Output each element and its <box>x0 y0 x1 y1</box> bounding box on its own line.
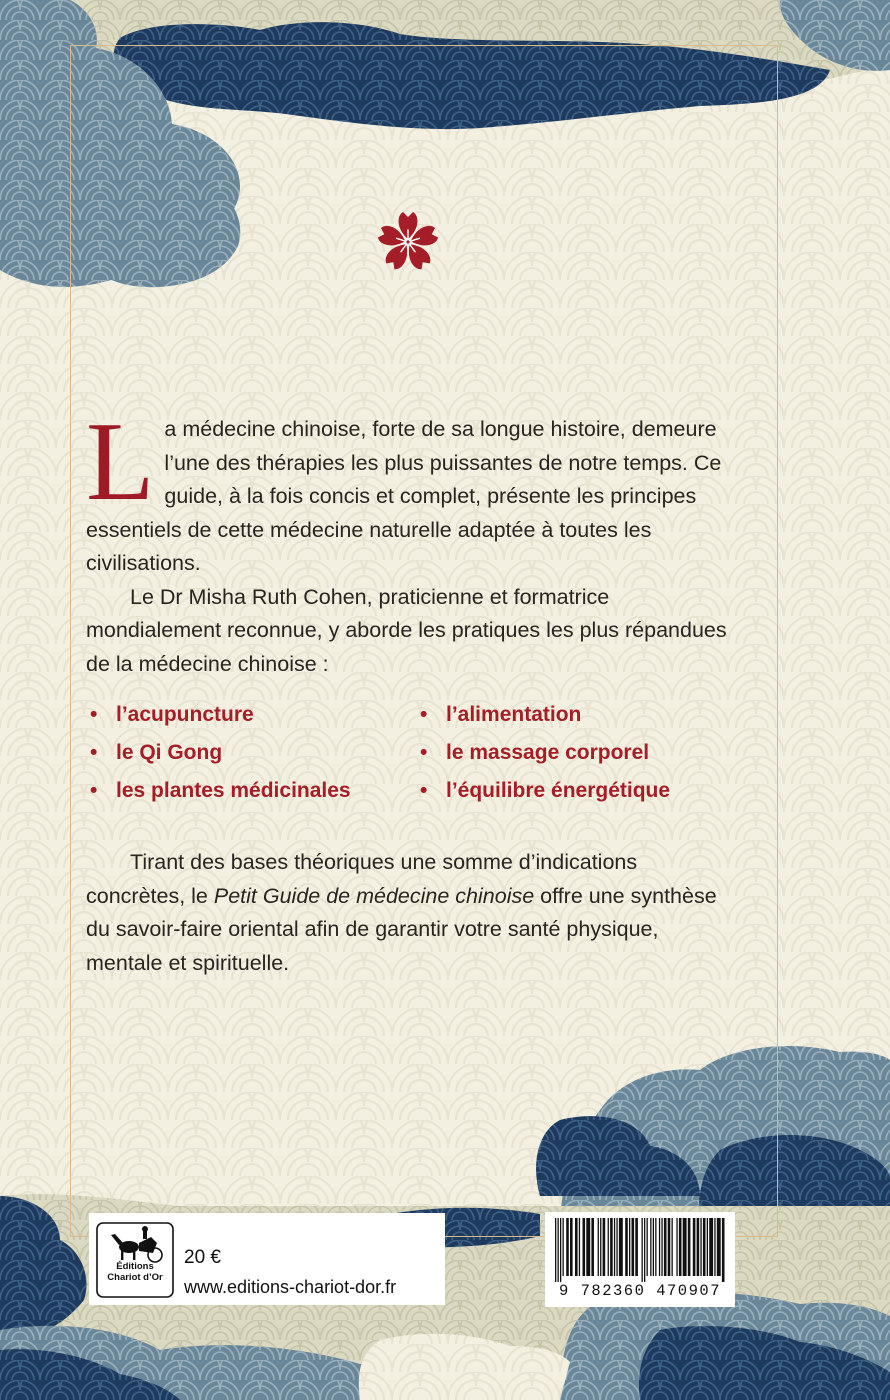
barcode-bar <box>629 1218 630 1276</box>
bullet-icon: • <box>420 703 428 726</box>
barcode-bar <box>672 1218 673 1276</box>
barcode-bar <box>683 1218 687 1276</box>
publisher-logo-text <box>97 1261 173 1283</box>
barcode-bar <box>722 1218 725 1282</box>
bullet-icon: • <box>90 703 98 726</box>
barcode-bar <box>679 1218 682 1276</box>
barcode-bar <box>583 1218 586 1276</box>
barcode-bar <box>632 1218 635 1276</box>
barcode-box <box>545 1212 735 1307</box>
closing-text <box>86 846 736 980</box>
practice-label: l’équilibre énergétique <box>446 779 671 802</box>
barcode-bar <box>650 1218 651 1276</box>
drop-cap: L <box>86 400 155 524</box>
barcode-bar <box>709 1218 713 1276</box>
isbn-number: 9 782360 470907 <box>558 1282 722 1300</box>
barcode-bar <box>558 1218 559 1282</box>
barcode-bar <box>575 1218 578 1276</box>
list-item <box>420 741 649 765</box>
barcode-bar <box>591 1218 594 1276</box>
closing-text-before: Tirant des bases théoriques une somme d’indications concrètes, le <box>86 850 638 908</box>
practice-label: le massage corporel <box>446 741 650 764</box>
barcode-bar <box>644 1218 645 1282</box>
barcode-bar <box>555 1218 556 1282</box>
barcode-bar <box>570 1218 573 1276</box>
publisher-logo-line-2: Chariot d’Or <box>107 1272 163 1283</box>
list-item <box>90 703 254 727</box>
barcode-bar <box>614 1218 615 1276</box>
barcode-bar <box>560 1218 561 1282</box>
barcode-bar <box>693 1218 696 1276</box>
chariot-logo-icon <box>95 1221 175 1299</box>
list-item <box>420 779 670 803</box>
barcode-bar <box>625 1218 628 1276</box>
barcode-bar <box>661 1218 662 1276</box>
barcode-bar <box>586 1218 590 1276</box>
practice-label: les plantes médicinales <box>116 779 351 802</box>
publisher-website: www.editions-chariot-dor.fr <box>184 1277 397 1297</box>
barcode-bar <box>655 1218 656 1276</box>
list-item <box>420 703 581 727</box>
price-label: 20 € <box>184 1247 221 1268</box>
barcode-bar <box>653 1218 654 1276</box>
barcode-bar <box>566 1218 569 1276</box>
barcode-bar <box>668 1218 671 1276</box>
barcode-bar <box>676 1218 677 1276</box>
barcode-bar <box>700 1218 701 1276</box>
barcode-bar <box>688 1218 691 1276</box>
barcode-bar <box>642 1218 643 1282</box>
intro-text <box>86 400 736 681</box>
bullet-icon: • <box>420 779 428 802</box>
barcode-bar <box>608 1218 609 1276</box>
barcode-bar <box>600 1218 601 1276</box>
barcode-bar <box>703 1218 706 1276</box>
barcode-bar <box>664 1218 667 1276</box>
barcode-bar <box>714 1218 715 1276</box>
closing-paragraph <box>86 846 736 980</box>
intro-paragraph-1 <box>86 400 736 581</box>
barcode-bar <box>579 1218 580 1276</box>
closing-text-after: offre une synthèse du savoir-faire oriental afin de garantir votre santé physique, mentale et spirituelle. <box>86 883 717 975</box>
publisher-logo-line-1: Éditions <box>116 1261 154 1272</box>
barcode-bar <box>707 1218 708 1276</box>
book-title: Petit Guide de médecine chinoise <box>213 883 535 908</box>
barcode-bar <box>610 1218 613 1276</box>
barcode-bar <box>659 1218 660 1276</box>
intro-paragraph-2: Le Dr Misha Ruth Cohen, praticienne et formatrice mondialement reconnue, y aborde les pratiques les plus répandues de la médecine chinoise : <box>86 584 727 676</box>
list-item <box>90 779 351 803</box>
barcode-bar <box>635 1218 638 1276</box>
list-item <box>90 741 222 765</box>
practice-label: le Qi Gong <box>116 741 223 764</box>
barcode-bar <box>563 1218 564 1276</box>
publisher-box <box>89 1213 445 1305</box>
barcode-bar <box>598 1218 599 1276</box>
bullet-icon: • <box>90 779 98 802</box>
barcode-bar <box>717 1218 721 1276</box>
barcode-bar <box>619 1218 623 1276</box>
barcode-bar <box>616 1218 617 1276</box>
practice-label: l’alimentation <box>446 703 582 726</box>
barcode-bar <box>697 1218 700 1276</box>
intro-paragraph-1-text: a médecine chinoise, forte de sa longue histoire, demeure l’une des thérapies les plus puissantes de notre temps. Ce guide, à la fois concis et complet, présente les principes essentiels de cette médecine naturelle adaptée à toutes les civilisations. <box>86 417 722 575</box>
bullet-icon: • <box>90 741 98 764</box>
barcode-bar <box>647 1218 648 1276</box>
barcode-bar <box>603 1218 606 1276</box>
bullet-icon: • <box>420 741 428 764</box>
practice-label: l’acupuncture <box>116 703 254 726</box>
cherry-blossom-icon <box>376 210 440 274</box>
isbn-barcode <box>553 1218 727 1282</box>
